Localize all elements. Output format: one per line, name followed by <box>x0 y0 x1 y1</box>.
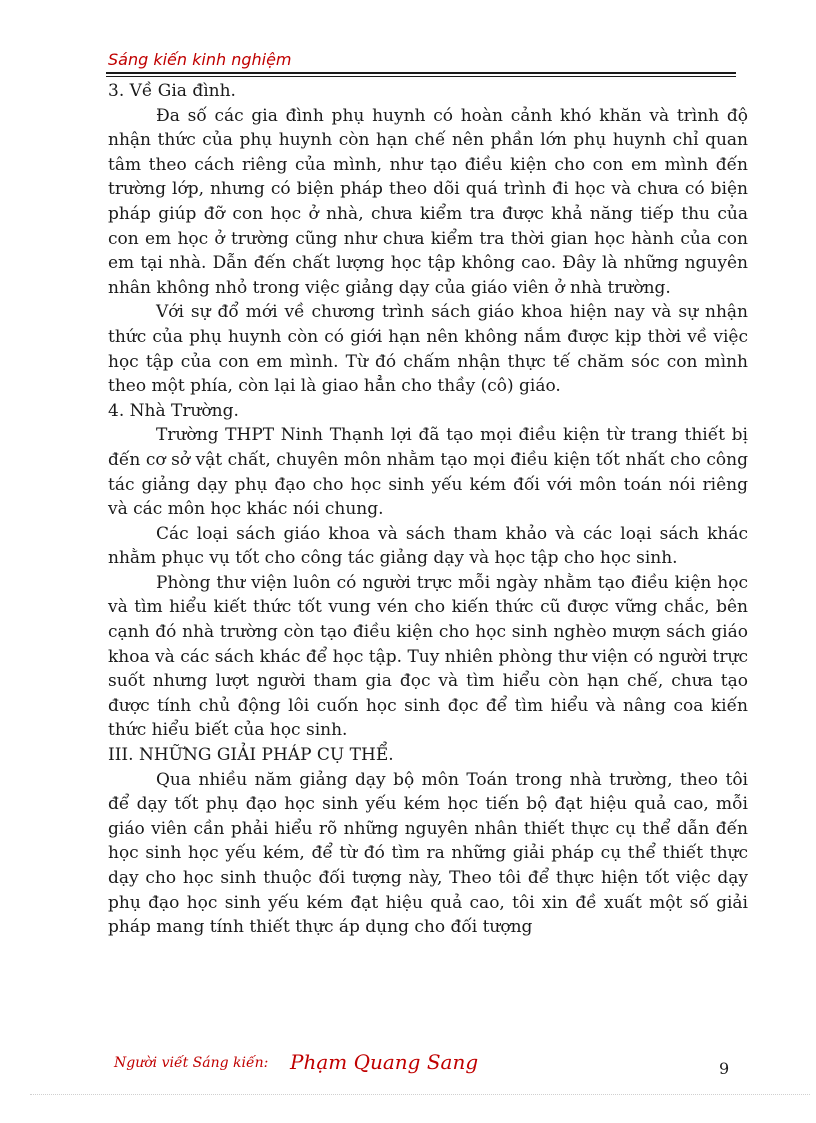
header-rule-thick <box>106 72 736 74</box>
header-rule-thin <box>106 76 736 77</box>
section-heading-school: 4. Nhà Trường. <box>108 400 239 421</box>
paragraph: Trường THPT Ninh Thạnh lợi đã tạo mọi điều kiện từ trang thiết bị đến cơ sở vật chất, chuyên môn nhằm tạo mọi điều kiện tốt nhất cho công tác giảng dạy phụ đạo cho học sinh yếu kém đối với môn toán nói riêng và các môn học khác nói chung. <box>108 425 748 520</box>
document-header-title: Sáng kiến kinh nghiệm <box>108 50 292 69</box>
section-heading-solutions: III. NHỮNG GIẢI PHÁP CỤ THỂ. <box>108 745 394 766</box>
section-heading-family: 3. Về Gia đình. <box>108 81 236 101</box>
paragraph: Đa số các gia đình phụ huynh có hoàn cảnh khó khăn và trình độ nhận thức của phụ huynh còn hạn chế nên phần lớn phụ huynh chỉ quan tâm theo cách riêng của mình, như tạo điều kiện cho con em mình đến trường lớp, nhưng có biện pháp theo dõi quá trình đi học và chưa có biện pháp giúp đỡ con học ở nhà, chưa kiểm tra được khả năng tiếp thu của con em học ở trường cũng như chưa kiểm tra thời gian học hành của con em tại nhà. Dẫn đến chất lượng học tập không cao. Đây là những nguyên nhân không nhỏ trong việc giảng dạy của giáo viên ở nhà trường. <box>108 105 748 298</box>
footer-author-label: Người viết Sáng kiến: <box>114 1055 269 1071</box>
page-bottom-divider <box>30 1094 810 1095</box>
footer-author-name: Phạm Quang Sang <box>290 1050 479 1074</box>
paragraph: Qua nhiều năm giảng dạy bộ môn Toán trong nhà trường, theo tôi để dạy tốt phụ đạo học sinh yếu kém học tiến bộ đạt hiệu quả cao, mỗi giáo viên cần phải hiểu rõ những nguyên nhân thiết thực cụ thể dẫn đến học sinh học yếu kém, để từ đó tìm ra những giải pháp cụ thể thiết thực dạy cho học sinh thuộc đối tượng này, Theo tôi để thực hiện tốt việc dạy phụ đạo học sinh yếu kém đạt hiệu quả cao, tôi xin đề xuất một số giải pháp mang tính thiết thực áp dụng cho đối tượng <box>108 769 748 938</box>
page-number: 9 <box>719 1059 730 1078</box>
paragraph: Với sự đổ mới về chương trình sách giáo khoa hiện nay và sự nhận thức của phụ huynh còn có giới hạn nên không nắm được kịp thời về việc học tập của con em mình. Từ đó chấm nhận thực tế chăm sóc con mình theo một phía, còn lại là giao hẳn cho thầy (cô) giáo. <box>108 302 748 397</box>
document-body <box>108 79 748 940</box>
paragraph: Các loại sách giáo khoa và sách tham khảo và các loại sách khác nhằm phục vụ tốt cho công tác giảng dạy và học tập cho học sinh. <box>108 523 748 569</box>
paragraph: Phòng thư viện luôn có người trực mỗi ngày nhằm tạo điều kiện học và tìm hiểu kiết thức tốt vung vén cho kiến thức cũ được vững chắc, bên cạnh đó nhà trường còn tạo điều kiện cho học sinh nghèo mượn sách giáo khoa và các sách khác để học tập. Tuy nhiên phòng thư viện có người trực suốt nhưng lượt người tham gia đọc và tìm hiểu còn hạn chế, chưa tạo được tính chủ động lôi cuốn học sinh đọc để tìm hiểu và nâng coa kiến thức hiểu biết của học sinh. <box>108 572 748 741</box>
